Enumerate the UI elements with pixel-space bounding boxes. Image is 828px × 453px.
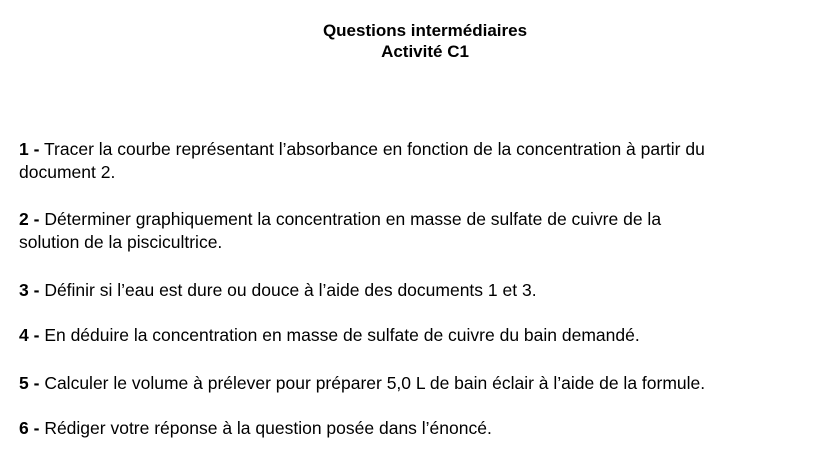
- question-6-number: 6 -: [19, 418, 40, 438]
- question-1: [19, 138, 819, 184]
- question-1-text-line-2: document 2.: [19, 162, 116, 182]
- document-title: Questions intermédiaires: [322, 21, 528, 40]
- question-1-text-line-1: Tracer la courbe représentant l’absorbance en fonction de la concentration à partir du: [43, 139, 705, 159]
- question-2: [19, 208, 819, 254]
- question-3-text: Définir si l’eau est dure ou douce à l’aide des documents 1 et 3.: [44, 280, 537, 300]
- question-1-line-1: [19, 138, 819, 161]
- question-4-text: En déduire la concentration en masse de sulfate de cuivre du bain demandé.: [44, 325, 640, 345]
- question-3-number: 3 -: [19, 280, 40, 300]
- question-3: [19, 279, 819, 302]
- document-subtitle: Activité C1: [381, 42, 469, 61]
- document-header: [0, 20, 828, 62]
- question-4: [19, 324, 819, 347]
- question-2-line-1: [19, 208, 819, 231]
- question-5-text: Calculer le volume à prélever pour préparer 5,0 L de bain éclair à l’aide de la formule.: [44, 373, 706, 393]
- question-6: [19, 417, 819, 440]
- question-5: [19, 372, 819, 395]
- question-2-number: 2 -: [19, 209, 40, 229]
- question-6-text: Rédiger votre réponse à la question posée dans l’énoncé.: [44, 418, 492, 438]
- question-5-number: 5 -: [19, 373, 40, 393]
- question-2-text-line-1: Déterminer graphiquement la concentration en masse de sulfate de cuivre de la: [44, 209, 662, 229]
- question-4-number: 4 -: [19, 325, 40, 345]
- question-2-text-line-2: solution de la piscicultrice.: [19, 232, 223, 252]
- question-1-number: 1 -: [19, 139, 40, 159]
